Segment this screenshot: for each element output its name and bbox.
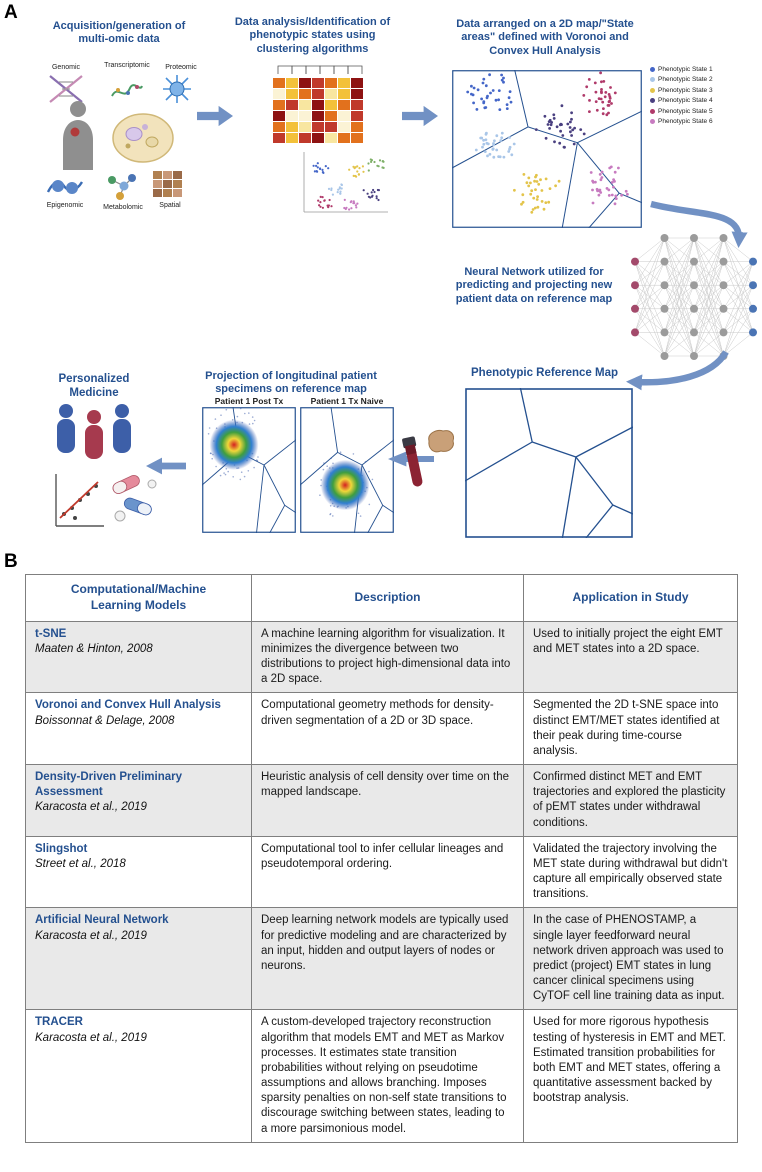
patient1-plot <box>202 407 296 533</box>
application-cell: Used for more rigorous hypothesis testing of hysteresis in EMT and MET. Estimated transition probabilities for both EMT and MET states, offering a quantitative assessment backed by bootstrap analysis. <box>524 1010 738 1142</box>
transcriptomic-label: Transcriptomic <box>104 62 150 69</box>
model-citation: Karacosta et al., 2019 <box>35 1031 147 1044</box>
col-header-description: Description <box>252 575 524 622</box>
table-row <box>26 693 738 765</box>
model-name: Density-Driven Preliminary Assessment <box>35 771 183 799</box>
patient-body-icon <box>55 100 101 170</box>
legend-item <box>650 64 713 75</box>
col-header-models: Computational/Machine Learning Models <box>26 575 252 622</box>
epigenomic-icon <box>46 170 84 200</box>
model-name: Voronoi and Convex Hull Analysis <box>35 699 221 712</box>
legend-item <box>650 85 713 96</box>
legend-item <box>650 75 713 86</box>
patient1-label: Patient 1 Post Tx <box>214 396 284 406</box>
reference-map-title: Phenotypic Reference Map <box>471 367 618 379</box>
model-cell <box>26 621 252 693</box>
legend-dot <box>650 119 655 124</box>
genomic-label: Genomic <box>51 64 80 71</box>
model-cell <box>26 836 252 908</box>
legend-dot <box>650 67 655 72</box>
col-header-application: Application in Study <box>524 575 738 622</box>
patient2-plot <box>300 407 394 533</box>
personalized-title: Personalized Medicine <box>58 373 130 400</box>
legend-item-label: Phenotypic State 2 <box>658 76 713 84</box>
state-map-title: Data arranged on a 2D map/"State areas" defined with Voronoi and Convex Hull Analysis <box>456 18 634 57</box>
description-cell: Computational tool to infer cellular lineages and pseudotemporal ordering. <box>252 836 524 908</box>
legend-dot <box>650 77 655 82</box>
description-cell: Deep learning network models are typically used for predictive modeling and are characterized by an input, hidden and output layers of nodes or neurons. <box>252 908 524 1010</box>
model-citation: Boissonnat & Delage, 2008 <box>35 714 175 727</box>
description-cell: Computational geometry methods for density-driven segmentation of a 2D or 3D space. <box>252 693 524 765</box>
application-cell: Segmented the 2D t-SNE space into distinct EMT/MET states identified at their peak during time-course analysis. <box>524 693 738 765</box>
metabolomic-label: Metabolomic <box>103 204 143 211</box>
models-table <box>25 574 738 1143</box>
legend-item-label: Phenotypic State 4 <box>658 97 713 105</box>
analysis-title: Data analysis/Identification of phenotypic states using clustering algorithms <box>234 16 391 55</box>
model-name: TRACER <box>35 1016 83 1029</box>
patient2-label: Patient 1 Tx Naive <box>310 396 384 406</box>
legend-item-label: Phenotypic State 5 <box>658 107 713 115</box>
model-cell <box>26 1010 252 1142</box>
neural-network-title: Neural Network utilized for predicting and projecting new patient data on reference map <box>455 266 613 305</box>
spatial-label: Spatial <box>159 202 181 209</box>
table-row <box>26 621 738 693</box>
model-citation: Karacosta et al., 2019 <box>35 801 147 814</box>
model-name: t-SNE <box>35 627 67 640</box>
proteomic-label: Proteomic <box>165 64 197 71</box>
legend-item-label: Phenotypic State 1 <box>658 65 713 73</box>
neural-network-graphic <box>625 228 762 366</box>
models-table-container <box>25 574 738 1143</box>
description-cell: A machine learning algorithm for visualization. It minimizes the divergence between two distributions to project high-dimensional data into a 2D space. <box>252 621 524 693</box>
application-cell: Used to initially project the eight EMT and MET states into a 2D space. <box>524 621 738 693</box>
flow-arrow-2 <box>402 104 438 128</box>
cell-icon <box>112 112 174 164</box>
flow-arrow-1 <box>197 104 233 128</box>
reference-map-graphic <box>465 388 633 538</box>
transcriptomic-icon <box>110 78 144 104</box>
model-citation: Maaten & Hinton, 2008 <box>35 642 153 655</box>
map-legend <box>650 64 713 127</box>
model-name: Artificial Neural Network <box>35 914 169 927</box>
application-cell: In the case of PHENOSTAMP, a single layer feedforward neural network driven approach was used to predict (project) EMT states in lung cancer clinical specimens using CyTOF cell line training data as input. <box>524 908 738 1010</box>
description-cell: Heuristic analysis of cell density over time on the mapped landscape. <box>252 765 524 837</box>
projection-title: Projection of longitudinal patient specimens on reference map <box>205 370 377 396</box>
legend-item-label: Phenotypic State 6 <box>658 118 713 126</box>
model-name: Slingshot <box>35 842 88 855</box>
table-row <box>26 836 738 908</box>
legend-dot <box>650 98 655 103</box>
pills-icon <box>110 466 158 524</box>
application-cell: Confirmed distinct MET and EMT trajectories and explored the plasticity of pEMT states under withdrawal conditions. <box>524 765 738 837</box>
state-map-plot <box>452 70 642 228</box>
model-cell <box>26 693 252 765</box>
acquisition-title: Acquisition/generation of multi-omic data <box>52 20 186 46</box>
table-header-row <box>26 575 738 622</box>
application-cell: Validated the trajectory involving the MET state during withdrawal but didn't capture all empirically observed state transitions. <box>524 836 738 908</box>
legend-item-label: Phenotypic State 3 <box>658 86 713 94</box>
spatial-icon <box>152 170 184 200</box>
metabolomic-icon <box>104 172 138 202</box>
tsne-mini-plot <box>296 150 392 218</box>
model-citation: Karacosta et al., 2019 <box>35 929 147 942</box>
model-citation: Street et al., 2018 <box>35 857 126 870</box>
clustering-heatmap-graphic <box>268 60 368 146</box>
model-cell <box>26 765 252 837</box>
table-row <box>26 765 738 837</box>
panel-a-label: A <box>4 2 18 23</box>
epigenomic-label: Epigenomic <box>46 202 84 209</box>
legend-dot <box>650 88 655 93</box>
tissue-sample-icon <box>424 426 458 456</box>
model-cell <box>26 908 252 1010</box>
legend-item <box>650 117 713 128</box>
table-row <box>26 908 738 1010</box>
patients-group-icon <box>46 404 142 468</box>
legend-item <box>650 96 713 107</box>
table-row <box>26 1010 738 1142</box>
description-cell: A custom-developed trajectory reconstruction algorithm that models EMT and MET as Markov processes. It estimates state transition probabilities without relying on pseudotime assumptions and allows branching. Imposes sparsity penalties on non-self state transitions to discourage switching between states, leading to a more parsimonious model. <box>252 1010 524 1142</box>
legend-dot <box>650 109 655 114</box>
panel-b-label: B <box>4 551 18 572</box>
legend-item <box>650 106 713 117</box>
trend-chart-icon <box>50 470 108 534</box>
proteomic-icon <box>162 74 192 104</box>
